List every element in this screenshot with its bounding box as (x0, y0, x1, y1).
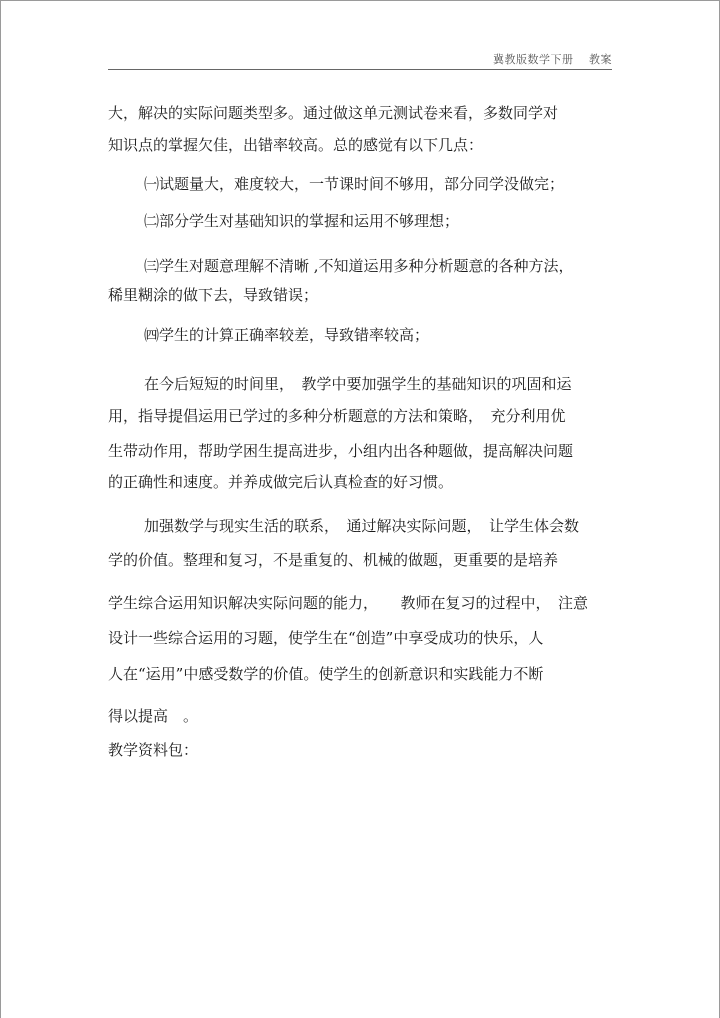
section-heading: 教学资料包： (108, 741, 199, 759)
header-rule (108, 69, 612, 70)
list-item: ㈢学生对题意理解不清晰 ,不知道运用多种分析题意的各种方法， (144, 257, 574, 275)
list-item: ㈣学生的计算正确率较差，导致错率较高； (144, 326, 430, 344)
paragraph-line: 人在“运用”中感受数学的价值。使学生的创新意识和实践能力不断 (108, 665, 544, 683)
body-line: 稀里糊涂的做下去，导致错误； (108, 286, 319, 304)
page-border-top (0, 0, 720, 1)
paragraph-line: 学生综合运用知识解决实际问题的能力， 教师在复习的过程中， 注意 (108, 594, 589, 612)
body-line: 大，解决的实际问题类型多。通过做这单元测试卷来看，多数同学对 (108, 104, 559, 122)
paragraph-line: 生带动作用，帮助学困生提高进步，小组内出各种题做，提高解决问题 (108, 442, 574, 460)
paragraph-line: 加强数学与现实生活的联系， 通过解决实际问题， 让学生体会数 (144, 517, 580, 535)
list-item: ㈠试题量大，难度较大，一节课时间不够用，部分同学没做完； (144, 175, 565, 193)
list-item: ㈡部分学生对基础知识的掌握和运用不够理想； (144, 212, 460, 230)
paragraph-line: 用，指导提倡运用已学过的多种分析题意的方法和策略， 充分利用优 (108, 407, 566, 425)
paragraph-line: 得以提高 。 (108, 707, 199, 725)
page-header: 冀教版数学下册 教案 (493, 53, 612, 66)
body-line: 知识点的掌握欠佳，出错率较高。总的感觉有以下几点： (108, 136, 484, 154)
paragraph-line: 的正确性和速度。并养成做完后认真检查的好习惯。 (108, 473, 454, 491)
paragraph-line: 设计一些综合运用的习题，使学生在“创造”中享受成功的快乐，人 (108, 629, 544, 647)
page-border-left (0, 0, 1, 1018)
paragraph-line: 在今后短短的时间里， 教学中要加强学生的基础知识的巩固和运 (144, 375, 572, 393)
paragraph-line: 学的价值。整理和复习，不是重复的、机械的做题，更重要的是培养 (108, 551, 559, 569)
